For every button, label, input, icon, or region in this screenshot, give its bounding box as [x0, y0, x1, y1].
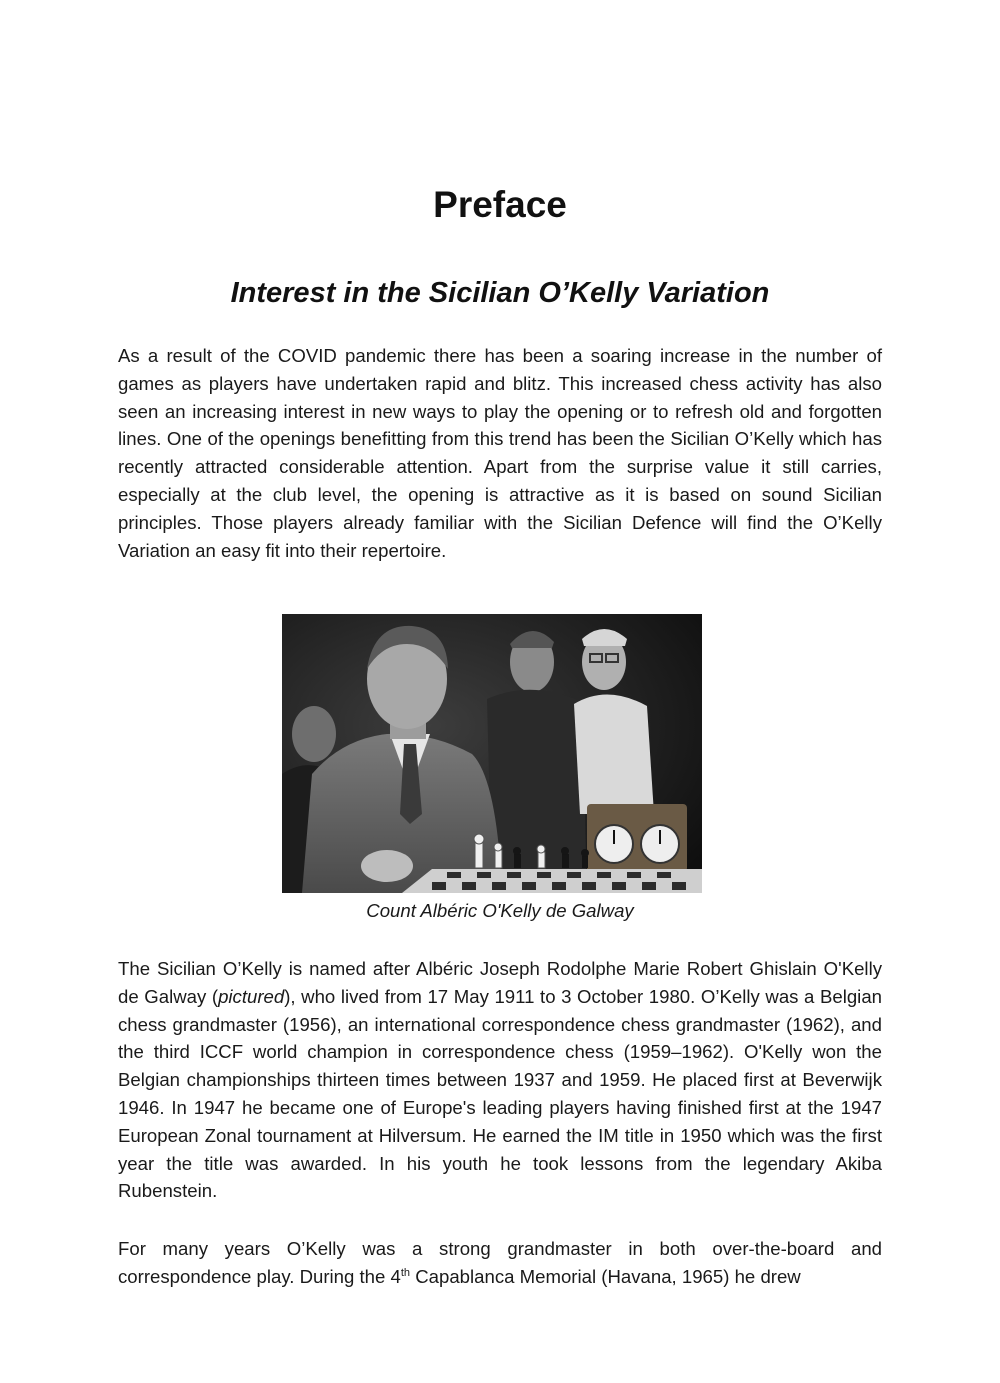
photo-caption: Count Albéric O'Kelly de Galway: [366, 900, 634, 921]
ordinal-suffix: th: [400, 1266, 411, 1279]
career-text-start: For many years O’Kelly was a strong grandmaster in both over-the-board and correspondence play. During the 4: [118, 1238, 882, 1287]
portrait-photo: [282, 614, 702, 893]
biography-paragraph: [118, 955, 882, 1205]
section-subtitle: Interest in the Sicilian O’Kelly Variation: [230, 277, 770, 309]
career-paragraph: [118, 1235, 882, 1291]
page-title: Preface: [433, 184, 567, 225]
biography-text-start: The Sicilian O’Kelly is named after Albéric Joseph Rodolphe Marie Robert Ghislain O'Kelly de Galway (: [118, 958, 882, 1007]
intro-paragraph: As a result of the COVID pandemic there has been a soaring increase in the number of games as players have undertaken rapid and blitz. This increased chess activity has also seen an increasing interest in new ways to play the opening or to refresh old and forgotten lines. One of the openings benefitting from this trend has been the Sicilian O’Kelly which has recently attracted considerable attention. Apart from the surprise value it still carries, especially at the club level, the opening is attractive as it is based on sound Sicilian principles. Those players already familiar with the Sicilian Defence will find the O’Kelly Variation an easy fit into their repertoire.: [118, 345, 882, 561]
career-text-end: Capablanca Memorial (Havana, 1965) he drew: [410, 1265, 801, 1287]
biography-text-end: ), who lived from 17 May 1911 to 3 October 1980. O’Kelly was a Belgian chess grandmaster (1956), an international correspondence chess grandmaster (1962), and the third ICCF world champion in correspondence chess (1959–1962). O'Kelly won the Belgian championships thirteen times between 1937 and 1959. He placed first at Beverwijk 1946. In 1947 he became one of Europe's leading players having finished first at the 1947 European Zonal tournament at Hilversum. He earned the IM title in 1950 which was the first year the title was awarded. In his youth he took lessons from the legendary Akiba Rubenstein.: [118, 985, 882, 1202]
pictured-emphasis: pictured: [218, 985, 285, 1007]
